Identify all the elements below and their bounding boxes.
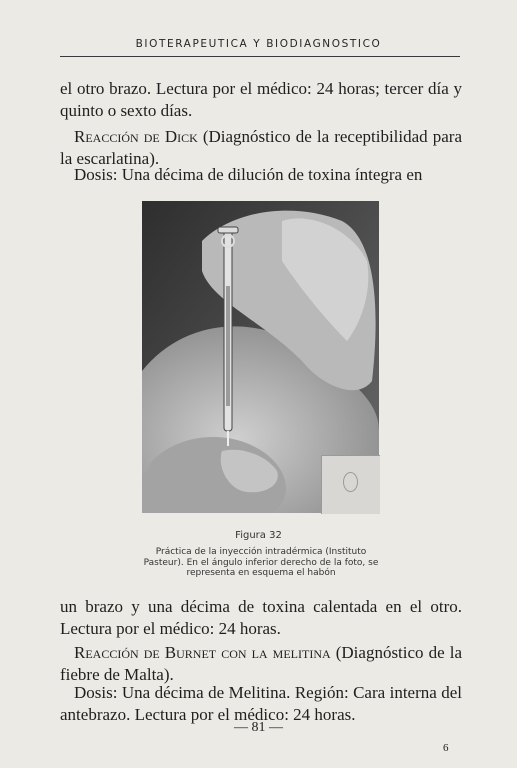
page-number: — 81 —	[234, 720, 283, 735]
figure-caption: Práctica de la inyección intradérmica (Instituto Pasteur). En el ángulo inferior derecho de la foto, se representa en esquema el habón	[143, 547, 379, 578]
habon-diagram-inset	[321, 455, 380, 514]
paragraph-4	[60, 596, 462, 640]
paragraph-dick-text: (Diagnóstico de la receptibilidad para la escarlatina).	[60, 127, 462, 168]
heading-reaccion-dick: Reacción de Dick	[74, 127, 198, 146]
paragraph-burnet-text: (Diagnóstico de la fiebre de Malta).	[60, 643, 462, 684]
paragraph-dosis-dick	[60, 164, 422, 186]
paragraph-dosis-burnet-text: Dosis: Una décima de Melitina. Región: Cara interna del antebrazo. Lectura por el médico: 24 horas.	[60, 683, 462, 724]
running-head: BIOTERAPEUTICA Y BIODIAGNOSTICO	[135, 38, 382, 50]
paragraph-dosis-dick-text: Dosis: Una décima de dilución de toxina íntegra en	[74, 165, 423, 184]
header-rule	[60, 56, 460, 57]
paragraph-1	[60, 78, 462, 122]
paragraph-1-text: el otro brazo. Lectura por el médico: 24 horas; tercer día y quinto o sexto días.	[60, 79, 462, 120]
habon-outline	[343, 472, 358, 492]
heading-reaccion-burnet: Reacción de Burnet con la melitina	[74, 643, 331, 662]
figure-label: Figura 32	[235, 530, 282, 541]
paragraph-4-text: un brazo y una décima de toxina calentada en el otro. Lectura por el médico: 24 horas.	[60, 597, 462, 638]
signature-mark: 6	[443, 742, 449, 754]
paragraph-burnet	[60, 642, 462, 686]
